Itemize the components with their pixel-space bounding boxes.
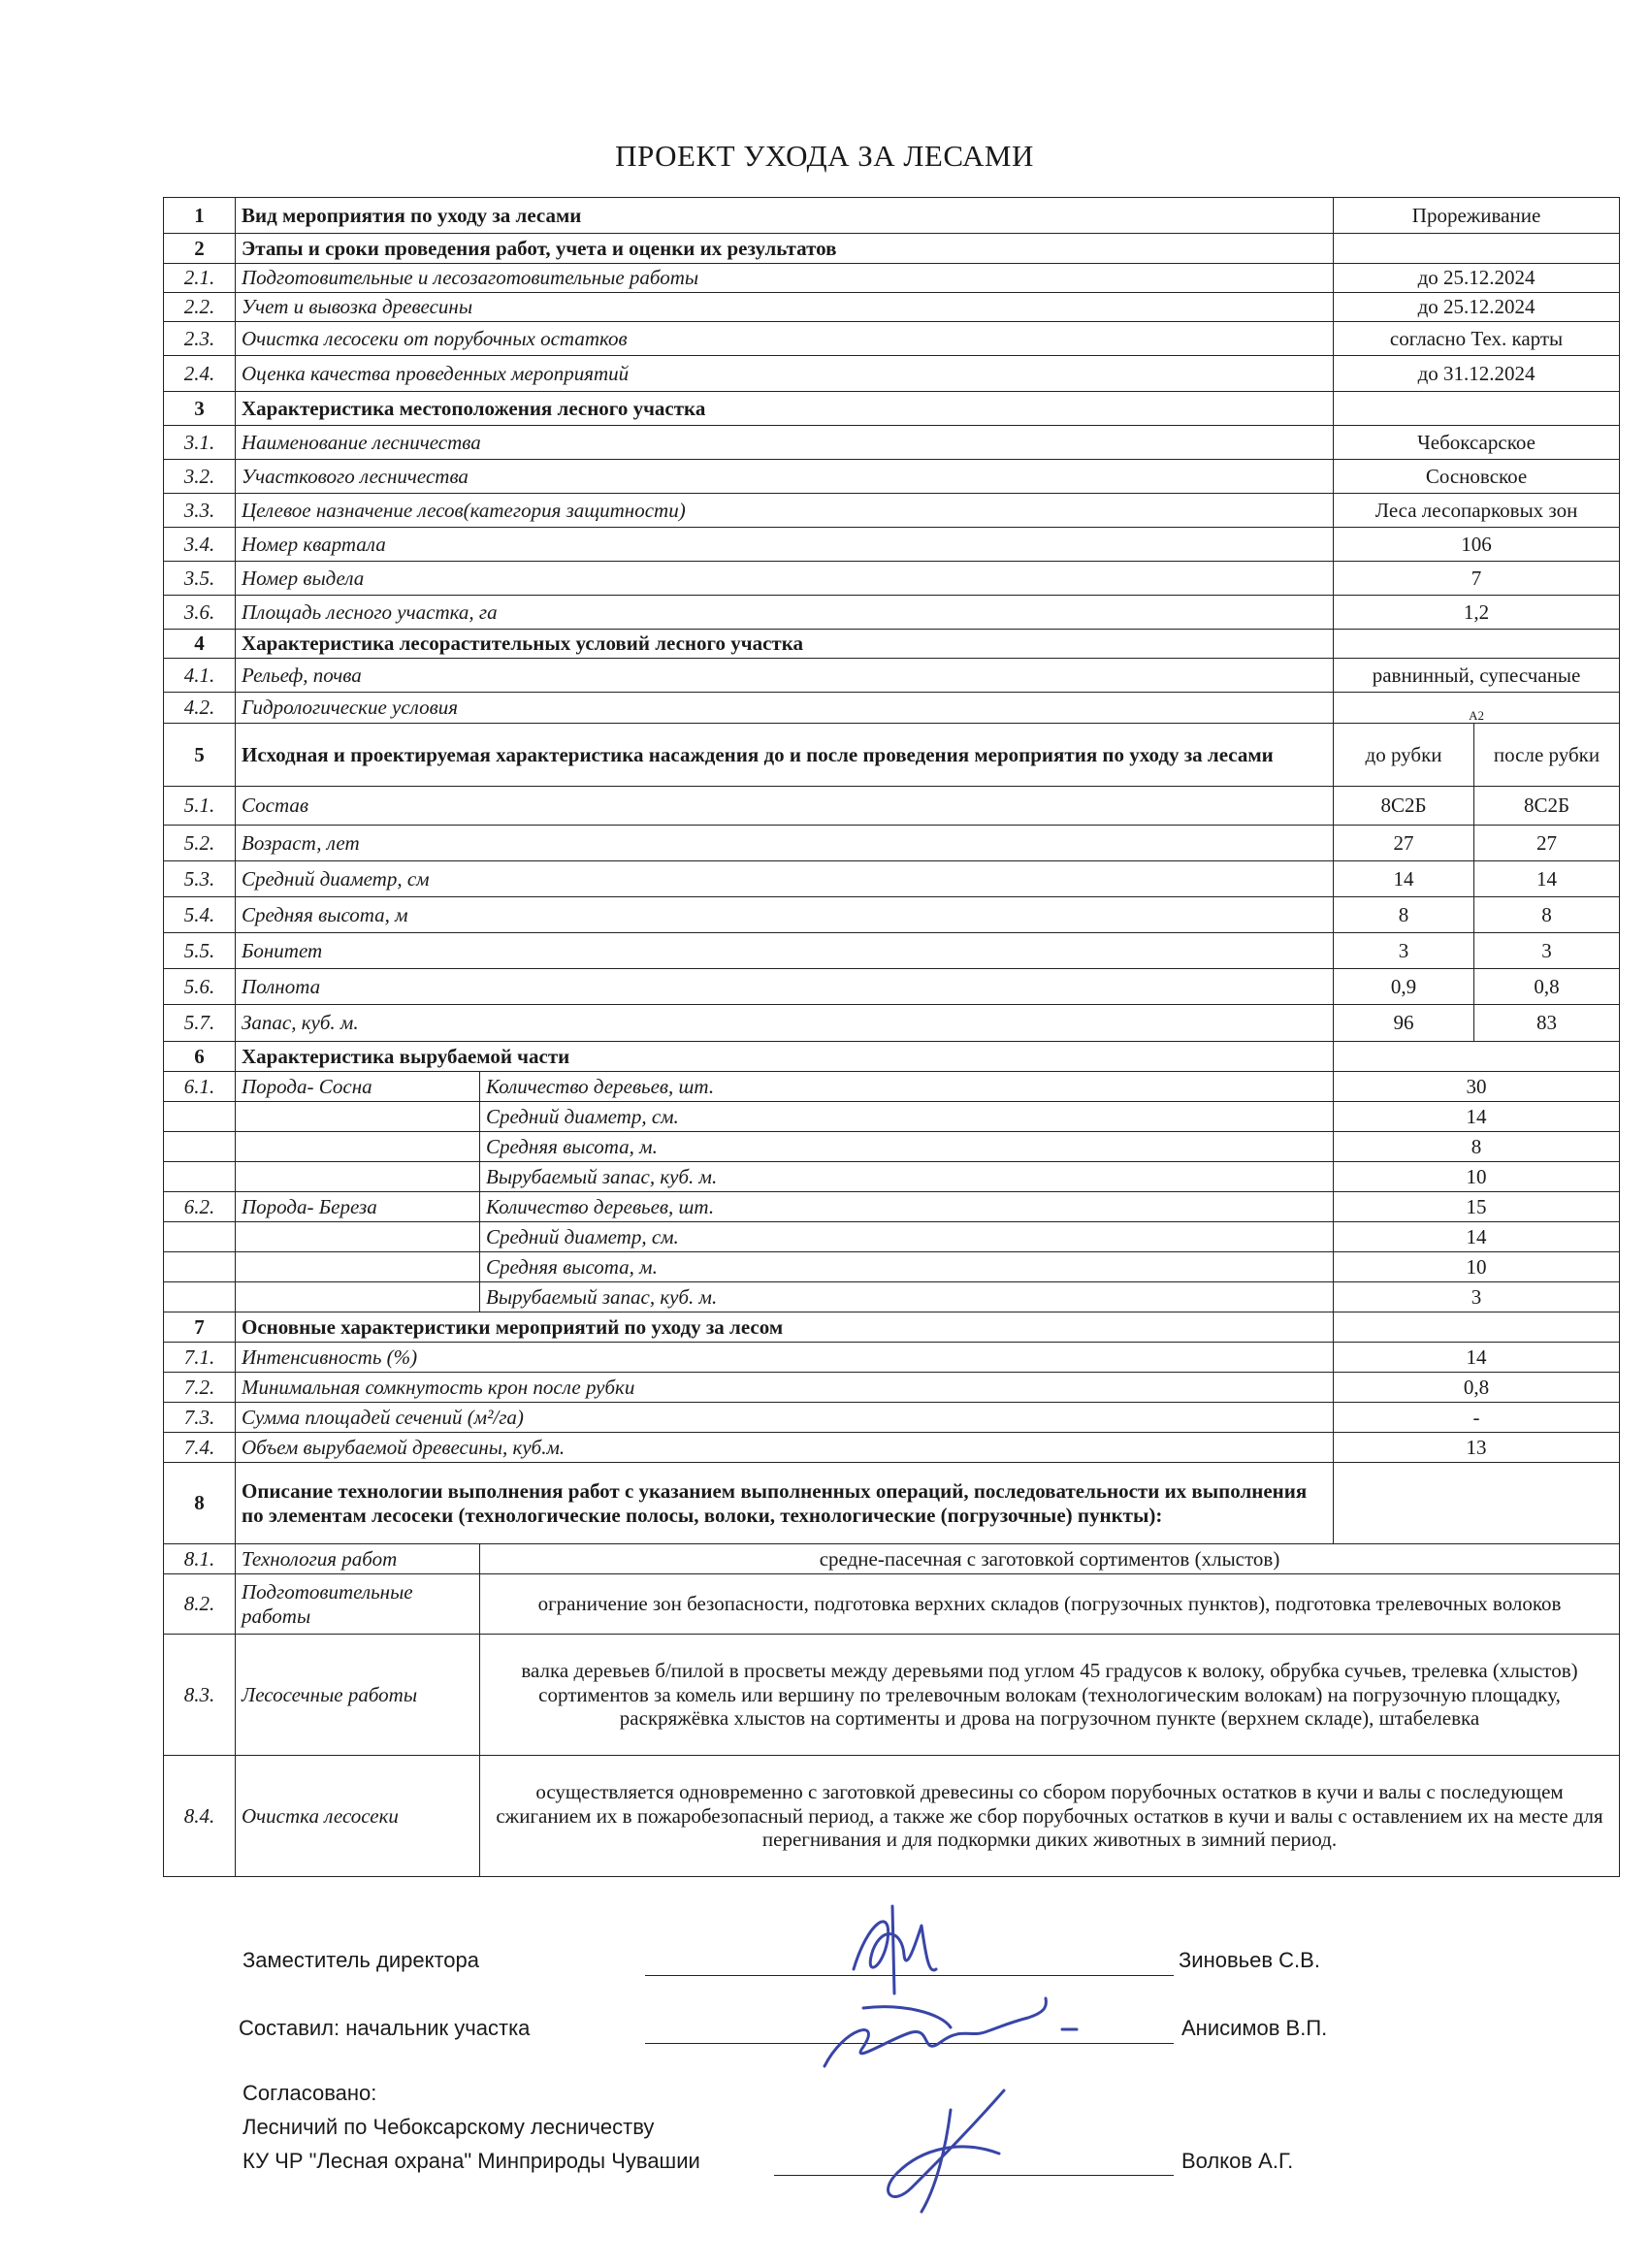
table-row xyxy=(164,933,1620,969)
value-after-cutting: 8 xyxy=(1474,897,1620,933)
technology-label: Технология работ xyxy=(236,1544,480,1574)
table-row xyxy=(164,1635,1620,1756)
row-value xyxy=(1334,630,1620,659)
tree-parameter-value: 15 xyxy=(1334,1192,1620,1222)
value-after-cutting: 14 xyxy=(1474,861,1620,897)
tree-parameter-value: 30 xyxy=(1334,1072,1620,1102)
table-row xyxy=(164,693,1620,724)
tree-parameter-value: 14 xyxy=(1334,1102,1620,1132)
approved-forester: Лесничий по Чебоксарскому лесничеству xyxy=(242,2115,655,2139)
row-label: Целевое назначение лесов(категория защитности) xyxy=(236,494,1334,528)
value-before-cutting: 8 xyxy=(1334,897,1474,933)
row-value: 7 xyxy=(1334,562,1620,596)
row-value: согласно Тех. карты xyxy=(1334,322,1620,356)
row-number: 8.2. xyxy=(164,1574,236,1635)
section-heading: Основные характеристики мероприятий по уходу за лесом xyxy=(236,1312,1334,1343)
row-label: Учет и вывозка древесины xyxy=(236,293,1334,322)
section-heading: Характеристика вырубаемой части xyxy=(236,1042,1334,1072)
tree-parameter-value: 3 xyxy=(1334,1282,1620,1312)
value-before-cutting: 14 xyxy=(1334,861,1474,897)
tree-parameter-value: 10 xyxy=(1334,1162,1620,1192)
tree-species xyxy=(236,1252,480,1282)
row-number: 5.4. xyxy=(164,897,236,933)
technology-description: валка деревьев б/пилой в просветы между деревьями под углом 45 градусов к волоку, обрубка сучьев, трелевка (хлыстов) сортиментов за комель или вершину по трелевочным волокам (технологическим волокам) на погрузочную площадку, раскряжёвка хлыстов на сортименты и дрова на погрузочном пункте (верхнем складе), штабелевка xyxy=(480,1635,1620,1756)
row-value: 106 xyxy=(1334,528,1620,562)
row-label: Номер выдела xyxy=(236,562,1334,596)
technology-description: осуществляется одновременно с заготовкой древесины со сбором порубочных остатков в кучи и валы с последующем сжиганием их в пожаробезопасный период, а также же сбор порубочных остатков в кучи и валы с оставлением их на месте для перегнивания и для подкормки диких животных в зимний период. xyxy=(480,1756,1620,1877)
row-number xyxy=(164,1222,236,1252)
row-value: до 31.12.2024 xyxy=(1334,356,1620,392)
row-number xyxy=(164,1162,236,1192)
row-label: Очистка лесосеки от порубочных остатков xyxy=(236,322,1334,356)
table-row xyxy=(164,969,1620,1005)
forest-care-table xyxy=(163,197,1620,1877)
row-value xyxy=(1334,392,1620,426)
table-row xyxy=(164,826,1620,861)
row-label: Запас, куб. м. xyxy=(236,1005,1334,1042)
tree-parameter: Количество деревьев, шт. xyxy=(480,1192,1334,1222)
row-label: Площадь лесного участка, га xyxy=(236,596,1334,630)
row-number: 5.5. xyxy=(164,933,236,969)
row-value: 13 xyxy=(1334,1433,1620,1463)
row-number: 7 xyxy=(164,1312,236,1343)
value-before-cutting: 8С2Б xyxy=(1334,787,1474,826)
table-row xyxy=(164,460,1620,494)
row-value: Леса лесопарковых зон xyxy=(1334,494,1620,528)
row-number: 5.3. xyxy=(164,861,236,897)
value-after-cutting: 3 xyxy=(1474,933,1620,969)
tree-species: Порода- Береза xyxy=(236,1192,480,1222)
row-value: - xyxy=(1334,1403,1620,1433)
approved-label: Согласовано: xyxy=(242,2081,377,2105)
tree-parameter-value: 10 xyxy=(1334,1252,1620,1282)
row-number: 3.5. xyxy=(164,562,236,596)
section-heading: Вид мероприятия по уходу за лесами xyxy=(236,198,1334,234)
table-row xyxy=(164,659,1620,693)
table-row xyxy=(164,1072,1620,1102)
value-before-cutting: 3 xyxy=(1334,933,1474,969)
table-row xyxy=(164,1312,1620,1343)
row-label: Средний диаметр, см xyxy=(236,861,1334,897)
table-row xyxy=(164,1343,1620,1373)
technology-label: Лесосечные работы xyxy=(236,1635,480,1756)
table-row xyxy=(164,1192,1620,1222)
tree-species: Порода- Сосна xyxy=(236,1072,480,1102)
row-value: Сосновское xyxy=(1334,460,1620,494)
row-label: Минимальная сомкнутость крон после рубки xyxy=(236,1373,1334,1403)
row-label: Полнота xyxy=(236,969,1334,1005)
table-row xyxy=(164,787,1620,826)
section-heading: Характеристика местоположения лесного участка xyxy=(236,392,1334,426)
row-number: 2.3. xyxy=(164,322,236,356)
row-label: Гидрологические условия xyxy=(236,693,1334,724)
tree-parameter: Средняя высота, м. xyxy=(480,1252,1334,1282)
row-label: Интенсивность (%) xyxy=(236,1343,1334,1373)
value-after-cutting: 83 xyxy=(1474,1005,1620,1042)
row-value xyxy=(1334,1312,1620,1343)
section-heading: Этапы и сроки проведения работ, учета и оценки их результатов xyxy=(236,234,1334,264)
table-row xyxy=(164,596,1620,630)
approved-name: Волков А.Г. xyxy=(1181,2149,1294,2173)
table-row xyxy=(164,1102,1620,1132)
row-value xyxy=(1334,1042,1620,1072)
table-row xyxy=(164,1403,1620,1433)
table-row xyxy=(164,426,1620,460)
row-value: Прореживание xyxy=(1334,198,1620,234)
row-number xyxy=(164,1102,236,1132)
row-number: 7.2. xyxy=(164,1373,236,1403)
row-label: Состав xyxy=(236,787,1334,826)
technology-description: средне-пасечная с заготовкой сортиментов (хлыстов) xyxy=(480,1544,1620,1574)
table-row xyxy=(164,1373,1620,1403)
row-number: 4.1. xyxy=(164,659,236,693)
row-value: до 25.12.2024 xyxy=(1334,293,1620,322)
row-value xyxy=(1334,234,1620,264)
row-label: Сумма площадей сечений (м²/га) xyxy=(236,1403,1334,1433)
tree-parameter: Средний диаметр, см. xyxy=(480,1222,1334,1252)
row-label: Наименование лесничества xyxy=(236,426,1334,460)
section-heading: Характеристика лесорастительных условий лесного участка xyxy=(236,630,1334,659)
table-row xyxy=(164,198,1620,234)
row-number: 2.2. xyxy=(164,293,236,322)
table-row xyxy=(164,1544,1620,1574)
table-row xyxy=(164,1433,1620,1463)
row-number: 8.3. xyxy=(164,1635,236,1756)
technology-label: Очистка лесосеки xyxy=(236,1756,480,1877)
row-value: 14 xyxy=(1334,1343,1620,1373)
row-number: 2.1. xyxy=(164,264,236,293)
row-number: 5.1. xyxy=(164,787,236,826)
row-number: 2.4. xyxy=(164,356,236,392)
table-row xyxy=(164,1463,1620,1544)
value-before-cutting: 27 xyxy=(1334,826,1474,861)
table-row xyxy=(164,234,1620,264)
compiler-handwritten-signature xyxy=(805,1989,1096,2076)
table-row xyxy=(164,322,1620,356)
row-number: 6 xyxy=(164,1042,236,1072)
tree-parameter: Средняя высота, м. xyxy=(480,1132,1334,1162)
row-label: Рельеф, почва xyxy=(236,659,1334,693)
column-before-cutting: до рубки xyxy=(1334,724,1474,787)
tree-species xyxy=(236,1282,480,1312)
row-label: Средняя высота, м xyxy=(236,897,1334,933)
value-before-cutting: 0,9 xyxy=(1334,969,1474,1005)
row-label: Оценка качества проведенных мероприятий xyxy=(236,356,1334,392)
row-number xyxy=(164,1252,236,1282)
row-number: 8.4. xyxy=(164,1756,236,1877)
table-row xyxy=(164,293,1620,322)
table-row xyxy=(164,392,1620,426)
row-number: 7.4. xyxy=(164,1433,236,1463)
table-row xyxy=(164,1252,1620,1282)
row-label: Номер квартала xyxy=(236,528,1334,562)
row-number: 5.7. xyxy=(164,1005,236,1042)
row-number: 3.1. xyxy=(164,426,236,460)
table-row xyxy=(164,1222,1620,1252)
section-heading: Исходная и проектируемая характеристика насаждения до и после проведения мероприятия по уходу за лесами xyxy=(236,724,1334,787)
table-row xyxy=(164,1756,1620,1877)
tree-species xyxy=(236,1102,480,1132)
table-row xyxy=(164,356,1620,392)
tree-parameter: Вырубаемый запас, куб. м. xyxy=(480,1282,1334,1312)
approver-handwritten-signature xyxy=(854,2081,1018,2217)
table-row xyxy=(164,724,1620,787)
tree-parameter-value: 8 xyxy=(1334,1132,1620,1162)
row-number: 4.2. xyxy=(164,693,236,724)
deputy-name: Зиновьев С.В. xyxy=(1179,1948,1320,1972)
row-value: 1,2 xyxy=(1334,596,1620,630)
table-row xyxy=(164,528,1620,562)
table-row xyxy=(164,897,1620,933)
row-value: Чебоксарское xyxy=(1334,426,1620,460)
table-row xyxy=(164,1162,1620,1192)
column-after-cutting: после рубки xyxy=(1474,724,1620,787)
tree-parameter-value: 14 xyxy=(1334,1222,1620,1252)
value-after-cutting: 27 xyxy=(1474,826,1620,861)
row-number: 2 xyxy=(164,234,236,264)
row-number: 6.2. xyxy=(164,1192,236,1222)
table-row xyxy=(164,1005,1620,1042)
row-label: Возраст, лет xyxy=(236,826,1334,861)
tree-parameter: Средний диаметр, см. xyxy=(480,1102,1334,1132)
row-label: Участкового лесничества xyxy=(236,460,1334,494)
table-row xyxy=(164,562,1620,596)
row-number: 5.6. xyxy=(164,969,236,1005)
table-row xyxy=(164,630,1620,659)
row-label: Подготовительные и лесозаготовительные работы xyxy=(236,264,1334,293)
table-row xyxy=(164,1042,1620,1072)
value-before-cutting: 96 xyxy=(1334,1005,1474,1042)
tree-parameter: Вырубаемый запас, куб. м. xyxy=(480,1162,1334,1192)
row-label: Объем вырубаемой древесины, куб.м. xyxy=(236,1433,1334,1463)
row-number: 7.3. xyxy=(164,1403,236,1433)
row-value xyxy=(1334,1463,1620,1544)
table-row xyxy=(164,1132,1620,1162)
row-number xyxy=(164,1282,236,1312)
row-number: 1 xyxy=(164,198,236,234)
row-number: 3.2. xyxy=(164,460,236,494)
technology-description: ограничение зон безопасности, подготовка верхних складов (погрузочных пунктов), подготовка трелевочных волоков xyxy=(480,1574,1620,1635)
row-value: 0,8 xyxy=(1334,1373,1620,1403)
table-row xyxy=(164,494,1620,528)
technology-label: Подготовительные работы xyxy=(236,1574,480,1635)
row-number: 3.6. xyxy=(164,596,236,630)
tree-species xyxy=(236,1132,480,1162)
row-value: А2 xyxy=(1334,693,1620,724)
approved-organization: КУ ЧР "Лесная охрана" Минприроды Чувашии xyxy=(242,2149,700,2173)
row-value: равнинный, супесчаные xyxy=(1334,659,1620,693)
row-number: 4 xyxy=(164,630,236,659)
row-number: 8.1. xyxy=(164,1544,236,1574)
deputy-handwritten-signature xyxy=(834,1901,951,1998)
tree-species xyxy=(236,1162,480,1192)
tree-parameter: Количество деревьев, шт. xyxy=(480,1072,1334,1102)
row-label: Бонитет xyxy=(236,933,1334,969)
table-row xyxy=(164,861,1620,897)
row-number: 3 xyxy=(164,392,236,426)
row-number: 3.3. xyxy=(164,494,236,528)
compiler-name: Анисимов В.П. xyxy=(1181,2016,1328,2040)
row-value: до 25.12.2024 xyxy=(1334,264,1620,293)
row-number: 6.1. xyxy=(164,1072,236,1102)
row-number: 8 xyxy=(164,1463,236,1544)
value-after-cutting: 8С2Б xyxy=(1474,787,1620,826)
row-number xyxy=(164,1132,236,1162)
compiler-role: Составил: начальник участка xyxy=(239,2016,531,2040)
table-row xyxy=(164,1282,1620,1312)
table-row xyxy=(164,264,1620,293)
row-number: 7.1. xyxy=(164,1343,236,1373)
row-number: 3.4. xyxy=(164,528,236,562)
deputy-role: Заместитель директора xyxy=(242,1948,479,1972)
table-row xyxy=(164,1574,1620,1635)
value-after-cutting: 0,8 xyxy=(1474,969,1620,1005)
tree-species xyxy=(236,1222,480,1252)
row-number: 5.2. xyxy=(164,826,236,861)
document-title: ПРОЕКТ УХОДА ЗА ЛЕСАМИ xyxy=(615,139,1034,173)
row-number: 5 xyxy=(164,724,236,787)
section-heading: Описание технологии выполнения работ с указанием выполненных операций, последовательности их выполнения по элементам лесосеки (технологические полосы, волоки, технологические (погрузочные) пункты): xyxy=(236,1463,1334,1544)
